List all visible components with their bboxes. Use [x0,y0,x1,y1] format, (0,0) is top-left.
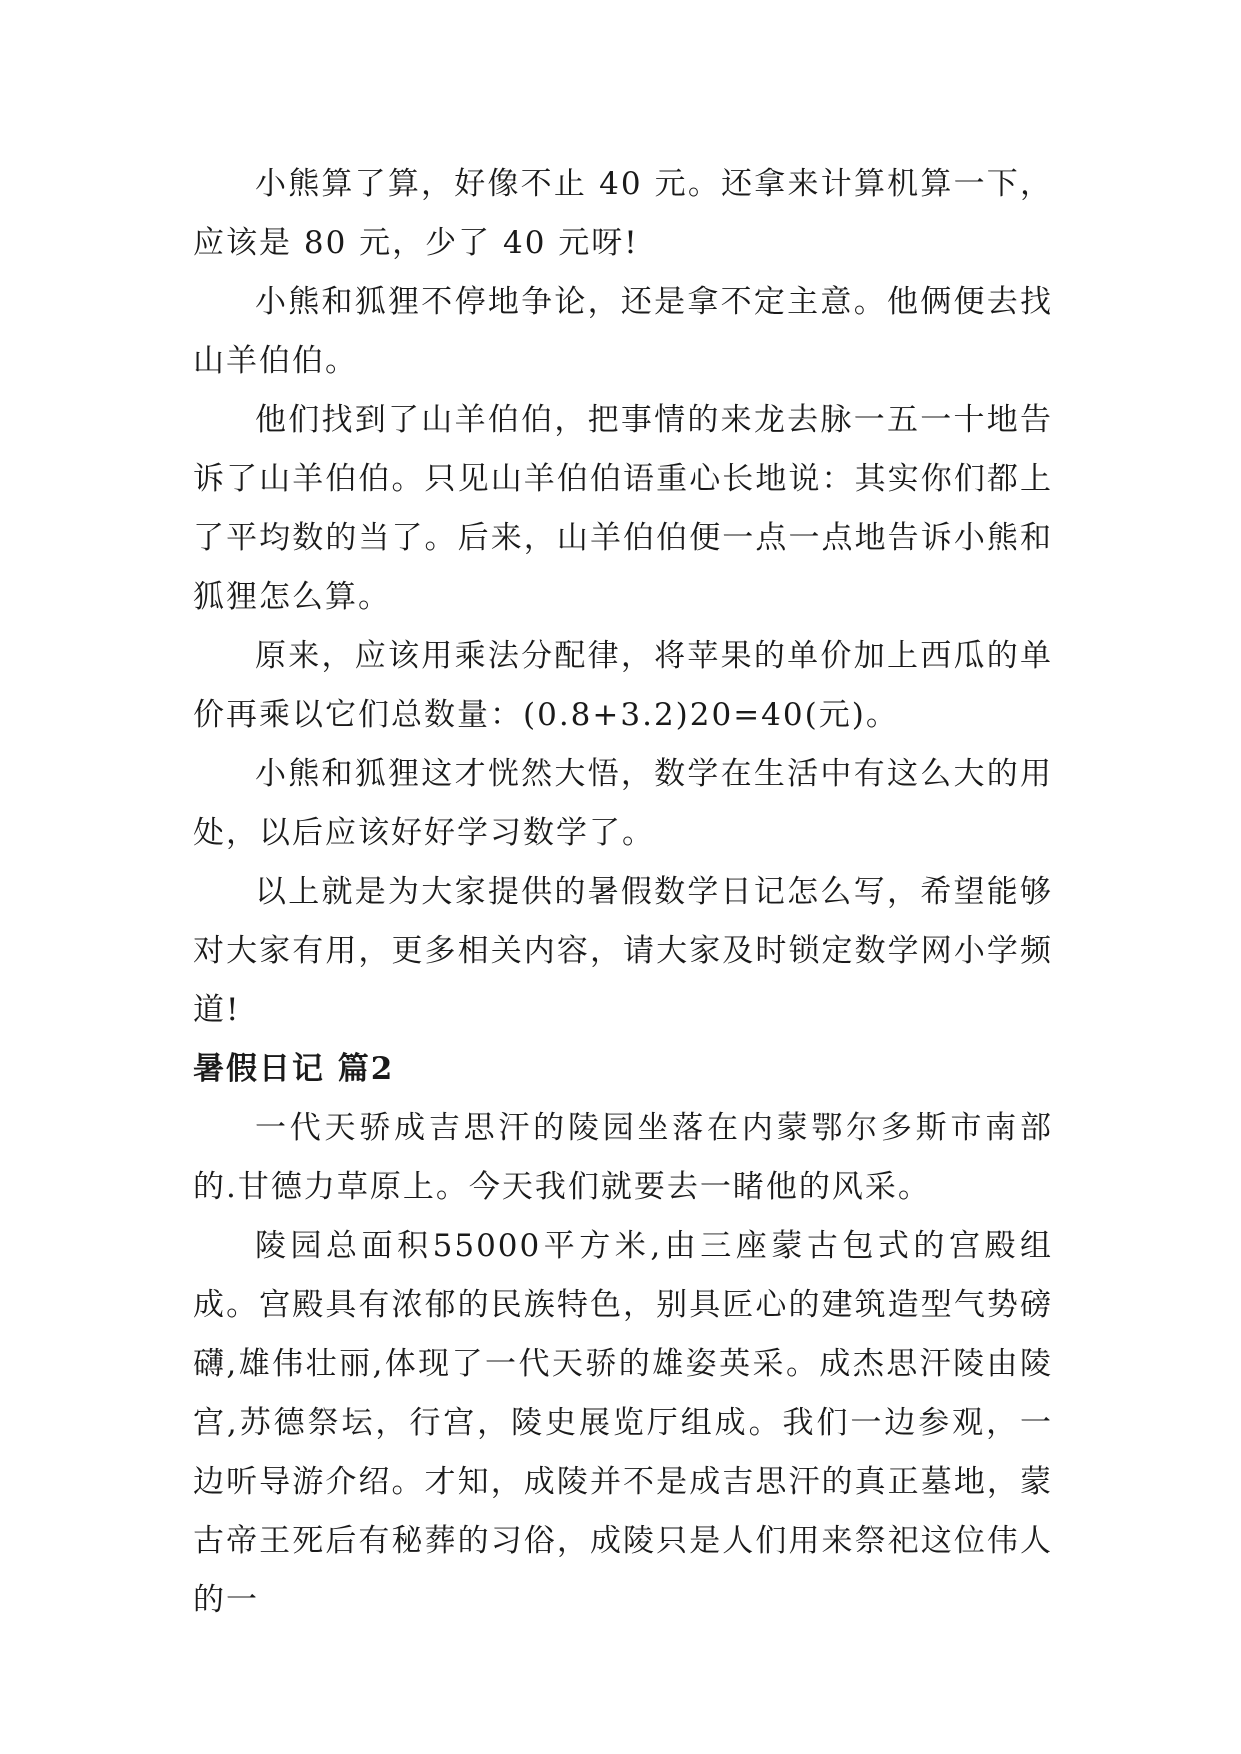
section-heading: 暑假日记 篇2 [193,1051,395,1087]
document-page [193,155,1053,1630]
paragraph: 小熊和狐狸不停地争论，还是拿不定主意。他俩便去找山羊伯伯。 [193,284,1053,379]
paragraph: 他们找到了山羊伯伯，把事情的来龙去脉一五一十地告诉了山羊伯伯。只见山羊伯伯语重心长地说：其实你们都上了平均数的当了。后来，山羊伯伯便一点一点地告诉小熊和狐狸怎么算。 [193,402,1053,615]
paragraph: 原来，应该用乘法分配律，将苹果的单价加上西瓜的单价再乘以它们总数量：(0.8+3.2)20=40(元)。 [193,638,1053,733]
paragraph: 小熊算了算，好像不止 40 元。还拿来计算机算一下，应该是 80 元，少了 40 元呀! [193,166,1053,261]
paragraph: 小熊和狐狸这才恍然大悟，数学在生活中有这么大的用处，以后应该好好学习数学了。 [193,756,1053,851]
paragraph: 以上就是为大家提供的暑假数学日记怎么写，希望能够对大家有用，更多相关内容，请大家及时锁定数学网小学频道! [193,874,1053,1028]
paragraph: 一代天骄成吉思汗的陵园坐落在内蒙鄂尔多斯市南部的.甘德力草原上。今天我们就要去一睹他的风采。 [193,1110,1053,1205]
paragraph: 陵园总面积55000平方米,由三座蒙古包式的宫殿组成。宫殿具有浓郁的民族特色，别具匠心的建筑造型气势磅礴,雄伟壮丽,体现了一代天骄的雄姿英采。成杰思汗陵由陵宫,苏德祭坛，行宫，陵史展览厅组成。我们一边参观，一边听导游介绍。才知，成陵并不是成吉思汗的真正墓地，蒙古帝王死后有秘葬的习俗，成陵只是人们用来祭祀这位伟人的一 [193,1228,1053,1618]
